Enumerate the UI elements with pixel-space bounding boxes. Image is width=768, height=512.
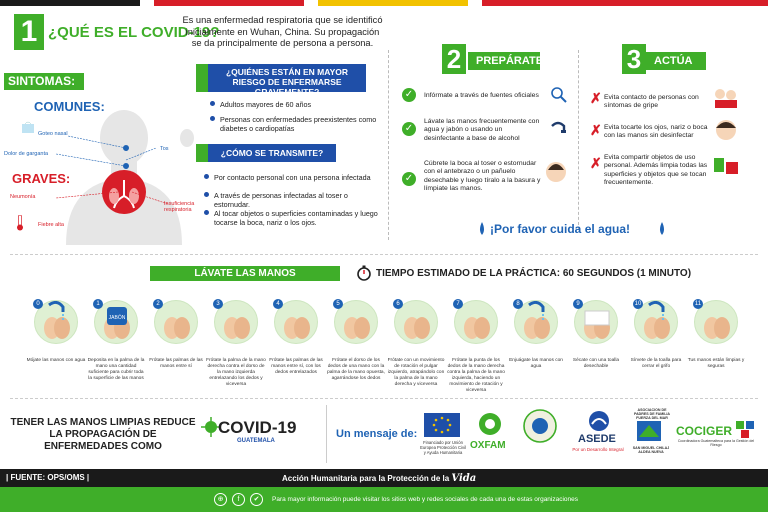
bullet-icon	[204, 174, 209, 179]
x-mark-icon: ✗	[590, 90, 602, 106]
bullet-icon	[210, 116, 215, 121]
step-number: 2	[153, 299, 163, 309]
riesgo-accent	[196, 64, 208, 92]
check-icon: ✓	[402, 122, 416, 136]
cociger-subtext: Coordinadora Guatemalteca para la Gestión del Riesgo	[677, 439, 755, 448]
handwash-title: LÁVATE LAS MANOS CORRECTAMENTE	[150, 266, 340, 281]
hands-icon	[635, 301, 679, 345]
water-drop-icon	[478, 222, 486, 236]
oxfam-logo-icon	[478, 412, 502, 436]
step-number: 5	[333, 299, 343, 309]
step-description: Frótate la palma de la mano derecha contra el dorso de la mano izquierda entrelazando los dedos y viceversa	[206, 358, 266, 387]
section-divider	[10, 398, 758, 399]
handwash-step-image	[214, 300, 258, 344]
hands-icon	[335, 301, 379, 345]
hands-icon	[35, 301, 79, 345]
handwash-step-image	[34, 300, 78, 344]
faucet-icon	[550, 120, 566, 138]
sick-people-icon	[712, 86, 738, 110]
tos-label: Tos	[160, 146, 169, 152]
check-icon: ✓	[402, 88, 416, 102]
handwash-step-image	[394, 300, 438, 344]
transmite-accent	[196, 144, 208, 162]
footer-fuente: | FUENTE: OPS/OMS |	[6, 473, 90, 482]
asociacion-title: ASOCIACION DE PADRES DE FAMILIA FUERZA DEL MAR	[633, 408, 671, 421]
clean-hands-message: TENER LAS MANOS LIMPIAS REDUCE LA PROPAGACIÓN DE ENFERMEDADES COMO	[10, 417, 196, 452]
hands-icon	[395, 301, 439, 345]
step-number: 11	[694, 301, 702, 307]
stopwatch-icon	[356, 265, 372, 281]
step-description: Frótate con un movimiento de rotación el pulgar izquierdo, atrapándolo con la palma de la mano derecha y viceversa	[387, 358, 445, 387]
community-seal-logo	[522, 408, 558, 444]
insuficiencia-respiratoria-label: Insuficiencia respiratoria	[164, 201, 195, 213]
section-divider	[578, 50, 579, 230]
eu-caption: Financiado por Unión Europea Protección Civil y Ayuda Humanitaria	[420, 440, 466, 455]
oxfam-text: OXFAM	[470, 440, 506, 451]
step-description: Sécate con una toalla desechable	[572, 358, 620, 369]
twitter-icon[interactable]: ✔	[250, 493, 263, 506]
transmite-title: ¿CÓMO SE TRANSMITE?	[208, 144, 336, 162]
step-description: Enjuágate las manos con agua	[509, 358, 563, 369]
face-touch-icon	[714, 118, 738, 142]
asociacion-logo-icon	[636, 420, 662, 442]
covid-logo-text: COVID-19	[218, 418, 297, 437]
hands-icon	[575, 301, 619, 345]
step-number: 10	[634, 301, 642, 307]
sintomas-label: SINTOMAS:	[4, 73, 84, 90]
x-mark-icon: ✗	[590, 155, 602, 171]
footer-accion: Acción Humanitaria para la Protección de la Vida	[282, 473, 477, 484]
tissue-icon	[20, 120, 36, 134]
riesgo-title: ¿QUIÉNES ESTÁN EN MAYOR RIESGO DE ENFERMARSE GRAVEMENTE?	[208, 64, 366, 92]
asociacion-subtext: SAN MIGUEL CHILAJ ALDEA NUEVA	[632, 446, 670, 455]
transmite-list	[204, 173, 384, 233]
transmite-item: A través de personas infectadas al toser o estornudar.	[204, 191, 384, 209]
step-number: 8	[513, 299, 523, 309]
step-description: Mójate las manos con agua	[26, 358, 86, 363]
fiebre-alta-label: Fiebre alta	[38, 222, 64, 228]
section-2-number: 2	[442, 44, 466, 74]
facebook-icon[interactable]: f	[232, 493, 245, 506]
step-description: Frótate el dorso de los dedos de una mano con la palma de la mano opuesta, agarrándose los dedos	[327, 358, 385, 381]
hands-icon	[155, 301, 199, 345]
act-item-2: Evita tocarte los ojos, nariz o boca con las manos sin desinfectar	[604, 124, 708, 140]
hands-icon	[95, 301, 139, 345]
handwash-step-image	[334, 300, 378, 344]
bullet-icon	[204, 210, 209, 215]
step-description: Frótate la punta de los dedos de la mano derecha contra la palma de la mano izquierda, haciendo un movimiento de rotación y viceversa	[447, 358, 505, 393]
step-number: 1	[93, 299, 103, 309]
hands-icon	[455, 301, 499, 345]
comunes-label: COMUNES:	[34, 99, 105, 114]
prepare-item-1: Infórmate a través de fuentes oficiales	[424, 92, 539, 99]
step-description: Deposita en la palma de la mano una cantidad suficiente para cubrir toda la superficie de las manos	[87, 358, 145, 381]
web-icon[interactable]: ⊕	[214, 493, 227, 506]
bullet-icon	[204, 192, 209, 197]
section-1-number: 1	[14, 14, 44, 50]
riesgo-item: Personas con enfermedades preexistentes como diabetes o cardiopatías	[210, 115, 380, 133]
step-number: 4	[273, 299, 283, 309]
section-3-number: 3	[622, 44, 646, 74]
neumonia-label: Neumonía	[10, 194, 36, 200]
section-2-title: PREPÁRATE	[468, 52, 540, 70]
handwash-step-image	[694, 300, 738, 344]
step-description: Frótate las palmas de las manos entre sí, con los dedos entrelazados	[269, 358, 323, 375]
goteo-nasal-label: Goteo nasal	[38, 131, 68, 137]
prepare-item-2: Lávate las manos frecuentemente con agua y jabón o usando un desinfectante a base de alcohol	[424, 118, 540, 142]
eu-flag-logo	[424, 413, 460, 437]
graves-label: GRAVES:	[12, 171, 71, 186]
step-description: Sírvete de la toalla para cerrar el grifo	[630, 358, 682, 369]
hands-icon	[215, 301, 259, 345]
section-divider	[10, 254, 758, 255]
act-item-1: Evita contacto de personas con síntomas de gripe	[604, 94, 699, 110]
body-illustration	[56, 100, 196, 245]
top-color-bar	[0, 0, 768, 6]
soap-label: JABÓN	[108, 315, 126, 321]
bullet-icon	[210, 101, 215, 106]
handwash-step-image	[514, 300, 558, 344]
covid-intro-text: Es una enfermedad respiratoria que se identificó inicialmente en Wuhan, China. Su propagación se da principalmente de persona a persona.	[182, 15, 383, 48]
footer-more-info: Para mayor información puede visitar los sitios web y redes sociales de cada una de estas organizaciones	[272, 496, 579, 503]
hands-icon	[695, 301, 739, 345]
asede-text: ASEDE	[578, 433, 616, 445]
step-number: 9	[573, 299, 583, 309]
handwash-step-image	[454, 300, 498, 344]
shared-objects-icon	[712, 154, 740, 178]
water-drop-icon	[658, 222, 666, 236]
check-icon: ✓	[402, 172, 416, 186]
thermometer-icon	[16, 215, 24, 231]
handwash-time: TIEMPO ESTIMADO DE LA PRÁCTICA: 60 SEGUNDOS (1 MINUTO)	[376, 268, 692, 279]
water-message: ¡Por favor cuida el agua!	[490, 222, 631, 236]
sneeze-face-icon	[544, 160, 568, 186]
prepare-item-3: Cúbrete la boca al toser o estornudar con el antebrazo o un pañuelo desechable y luego tíralo a la basura y límpiate las manos.	[424, 160, 541, 193]
x-mark-icon: ✗	[590, 122, 602, 138]
hands-icon	[275, 301, 319, 345]
section-divider	[326, 405, 327, 463]
handwash-step-image	[274, 300, 318, 344]
asede-subtext: Por un Desarrollo Integral	[572, 447, 624, 452]
magnifier-icon	[550, 86, 568, 104]
act-item-3: Evita compartir objetos de uso personal. Además limpia todas las superficies y objetos que se tocan frecuentemente.	[604, 154, 708, 187]
asede-logo-icon	[588, 410, 610, 432]
message-from-label: Un mensaje de:	[336, 428, 418, 440]
step-description: Tus manos están limpias y seguras	[687, 358, 745, 369]
step-number: 7	[453, 299, 463, 309]
riesgo-item: Adultos mayores de 60 años	[210, 100, 311, 109]
handwash-step-image	[634, 300, 678, 344]
handwash-step-image	[574, 300, 618, 344]
section-3-title: ACTÚA	[646, 52, 706, 70]
step-number: 0	[33, 299, 43, 309]
handwash-step-image	[154, 300, 198, 344]
covid-logo-guatemala: GUATEMALA	[237, 438, 275, 444]
dolor-garganta-label: Dolor de garganta	[4, 151, 49, 157]
section-divider	[388, 50, 389, 240]
footer-vida: Vida	[451, 473, 477, 484]
section-1-title: ¿QUÉ ES EL COVID-19?	[48, 24, 220, 41]
cociger-text: COCIGER	[676, 424, 733, 438]
transmite-item: Por contacto personal con una persona infectada	[204, 173, 371, 182]
step-number: 6	[393, 299, 403, 309]
riesgo-list	[210, 100, 380, 140]
transmite-item: Al tocar objetos o superficies contaminadas y luego tocarse la boca, nariz o los ojos.	[204, 209, 384, 227]
cociger-logo-icon	[734, 419, 756, 439]
step-number: 3	[213, 299, 223, 309]
cough-face-icon	[178, 128, 196, 148]
hands-icon	[515, 301, 559, 345]
step-description: Frótate las palmas de las manos entre sí	[149, 358, 203, 369]
handwash-step-image	[94, 300, 138, 344]
